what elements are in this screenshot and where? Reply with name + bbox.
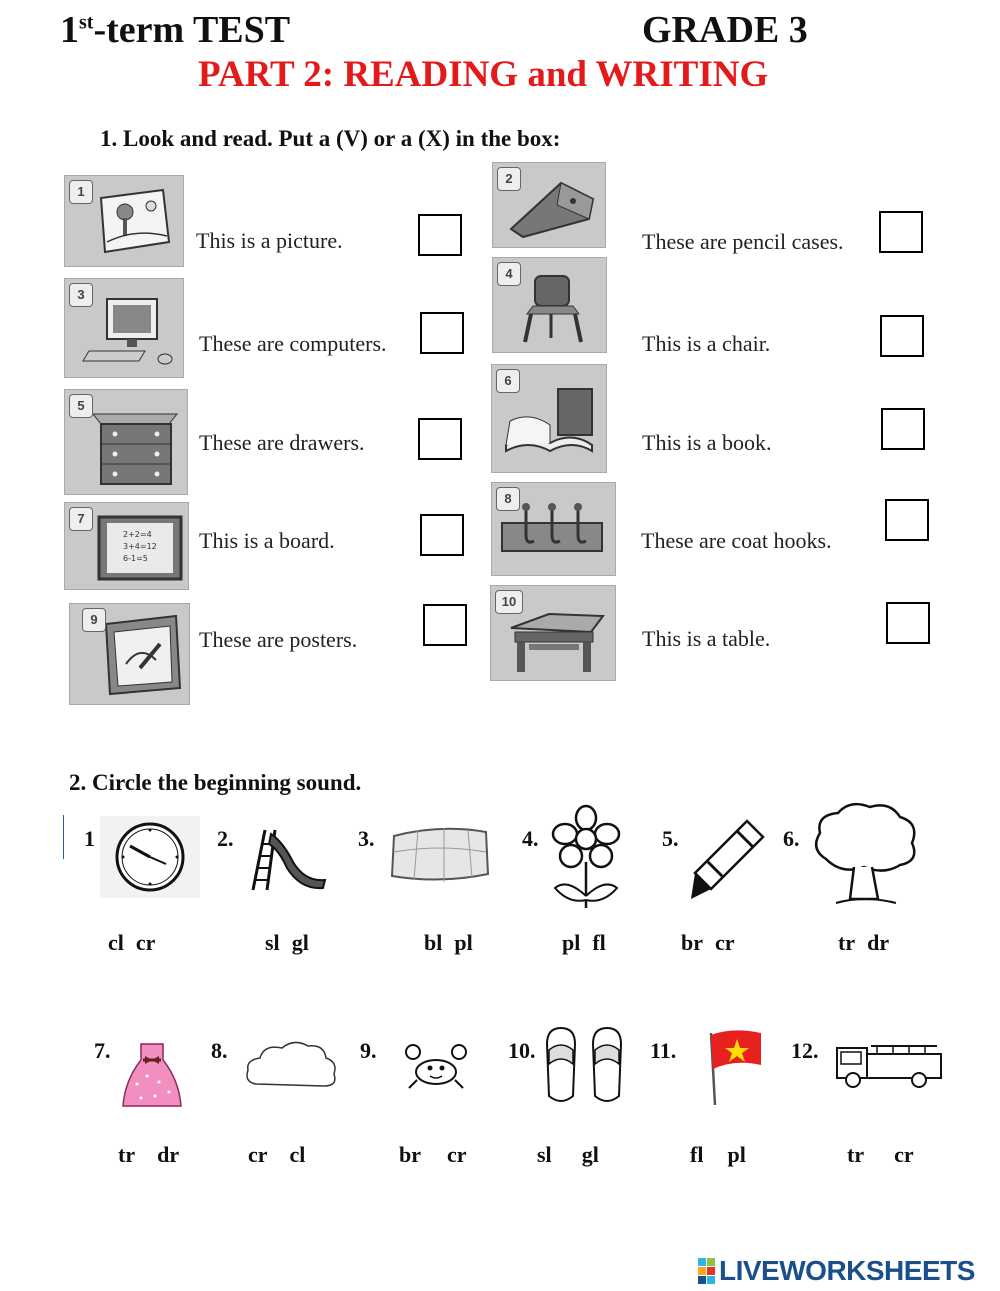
option-br[interactable]: br xyxy=(399,1142,421,1167)
option-fl[interactable]: fl xyxy=(592,930,606,955)
sound-item-10-number: 10. xyxy=(508,1038,536,1063)
item-2-sentence: These are pencil cases. xyxy=(642,229,844,254)
item-6-answer-box[interactable] xyxy=(881,408,925,450)
sound-item-8-options xyxy=(248,1142,317,1168)
item-3-sentence: These are computers. xyxy=(199,331,387,356)
option-pl[interactable]: pl xyxy=(454,930,473,955)
item-10-answer-box[interactable] xyxy=(886,602,930,644)
logo-text: LIVEWORKSHEETS xyxy=(719,1255,975,1286)
svg-text:6-1=5: 6-1=5 xyxy=(123,554,148,563)
item-6-image: 6 xyxy=(491,364,607,473)
sound-item-2-image xyxy=(243,822,327,894)
option-cl[interactable]: cl xyxy=(108,930,124,955)
item-1-sentence: This is a picture. xyxy=(196,228,343,253)
item-8-sentence: These are coat hooks. xyxy=(641,528,832,553)
sound-item-5-number: 5. xyxy=(662,826,679,851)
crab-icon xyxy=(403,1040,469,1090)
item-5-sentence: These are drawers. xyxy=(199,430,365,455)
cloud-icon xyxy=(242,1036,340,1094)
sound-item-6-options xyxy=(838,930,901,956)
item-10-image: 10 xyxy=(490,585,616,681)
sound-item-10-image xyxy=(537,1024,633,1120)
sound-item-2-options xyxy=(265,930,321,956)
item-3-image: 3 xyxy=(64,278,184,378)
item-9-image: 9 xyxy=(69,603,190,705)
option-cl[interactable]: cl xyxy=(289,1142,306,1167)
item-7-image: 7 2+2=4 3+4=12 6-1=5 xyxy=(64,502,189,590)
option-br[interactable]: br xyxy=(681,930,703,955)
option-gl[interactable]: gl xyxy=(291,930,309,955)
option-cr[interactable]: cr xyxy=(248,1142,268,1167)
item-5-image: 5 xyxy=(64,389,188,495)
fire-truck-icon xyxy=(833,1036,945,1090)
item-1-image: 1 xyxy=(64,175,184,267)
section1-instruction: 1. Look and read. Put a (V) or a (X) in the box: xyxy=(100,126,561,151)
sound-item-9-number: 9. xyxy=(360,1038,377,1063)
item-3-answer-box[interactable] xyxy=(420,312,464,354)
sound-item-3-number: 3. xyxy=(358,826,375,851)
item-8-answer-box[interactable] xyxy=(885,499,929,541)
item-9-sentence: These are posters. xyxy=(199,627,358,652)
sound-item-9-options xyxy=(399,1142,479,1168)
option-sl[interactable]: sl xyxy=(537,1142,552,1167)
item-1-answer-box[interactable] xyxy=(418,214,462,256)
item-6-sentence: This is a book. xyxy=(642,430,772,455)
item-9-answer-box[interactable] xyxy=(423,604,467,646)
crayon-icon xyxy=(685,815,771,905)
option-cr[interactable]: cr xyxy=(447,1142,467,1167)
option-fl[interactable]: fl xyxy=(690,1142,704,1167)
option-tr[interactable]: tr xyxy=(838,930,856,955)
option-dr[interactable]: dr xyxy=(157,1142,180,1167)
sound-item-5-options xyxy=(681,930,747,956)
item-2-image: 2 xyxy=(492,162,606,248)
clock-icon xyxy=(100,816,200,898)
option-dr[interactable]: dr xyxy=(867,930,890,955)
flag-icon xyxy=(703,1025,765,1107)
option-cr[interactable]: cr xyxy=(135,930,156,955)
slide-icon xyxy=(243,822,327,894)
item-4-answer-box[interactable] xyxy=(880,315,924,357)
slippers-icon xyxy=(537,1024,633,1120)
logo-mark-icon xyxy=(698,1258,715,1284)
option-cr[interactable]: cr xyxy=(715,930,735,955)
svg-text:3+4=12: 3+4=12 xyxy=(123,542,157,551)
sound-item-8-number: 8. xyxy=(211,1038,228,1063)
sound-item-9-image xyxy=(403,1040,469,1090)
liveworksheets-logo[interactable] xyxy=(698,1256,975,1286)
option-tr[interactable]: tr xyxy=(118,1142,136,1167)
option-bl[interactable]: bl xyxy=(424,930,443,955)
sound-item-12-image xyxy=(833,1036,945,1090)
option-gl[interactable]: gl xyxy=(581,1142,599,1167)
text-cursor xyxy=(63,815,64,859)
sound-item-12-number: 12. xyxy=(791,1038,819,1063)
sound-item-4-options xyxy=(562,930,618,956)
flower-icon xyxy=(549,804,623,912)
sound-item-11-options xyxy=(690,1142,758,1168)
sound-item-11-image xyxy=(703,1025,765,1107)
sound-item-5-image xyxy=(685,815,771,905)
grade-label: GRADE 3 xyxy=(642,9,808,51)
sound-item-4-image xyxy=(549,804,623,912)
item-4-image: 4 xyxy=(492,257,607,353)
sound-item-2-number: 2. xyxy=(217,826,234,851)
sound-item-12-options xyxy=(847,1142,926,1168)
option-cr[interactable]: cr xyxy=(894,1142,914,1167)
sound-item-7-number: 7. xyxy=(94,1038,111,1063)
sound-item-1-number: 1 xyxy=(84,826,95,851)
item-2-answer-box[interactable] xyxy=(879,211,923,253)
item-4-sentence: This is a chair. xyxy=(642,331,771,356)
tree-icon xyxy=(806,799,922,911)
item-10-sentence: This is a table. xyxy=(642,626,771,651)
sound-item-10-options xyxy=(537,1142,611,1168)
sound-item-1-image xyxy=(100,816,200,898)
sound-item-4-number: 4. xyxy=(522,826,539,851)
sound-item-1-options xyxy=(108,930,167,956)
sound-item-3-image xyxy=(388,822,492,886)
section2-instruction: 2. Circle the beginning sound. xyxy=(69,770,362,795)
sound-item-6-image xyxy=(806,799,922,911)
sound-item-7-options xyxy=(118,1142,191,1168)
option-pl[interactable]: pl xyxy=(562,930,581,955)
sound-item-3-options xyxy=(424,930,485,956)
option-tr[interactable]: tr xyxy=(847,1142,865,1167)
option-pl[interactable]: pl xyxy=(727,1142,746,1167)
item-5-answer-box[interactable] xyxy=(418,418,462,460)
sound-item-6-number: 6. xyxy=(783,826,800,851)
blanket-icon xyxy=(388,822,492,886)
sound-item-8-image xyxy=(242,1036,340,1094)
item-7-answer-box[interactable] xyxy=(420,514,464,556)
option-sl[interactable]: sl xyxy=(265,930,280,955)
item-8-image: 8 xyxy=(491,482,616,576)
test-title: 1st-term TEST xyxy=(60,9,291,51)
sound-item-7-image xyxy=(121,1040,183,1112)
sound-item-11-number: 11. xyxy=(650,1038,677,1063)
item-7-sentence: This is a board. xyxy=(199,528,335,553)
svg-text:2+2=4: 2+2=4 xyxy=(123,530,152,539)
dress-icon xyxy=(121,1040,183,1112)
part-title: PART 2: READING and WRITING xyxy=(198,54,769,95)
